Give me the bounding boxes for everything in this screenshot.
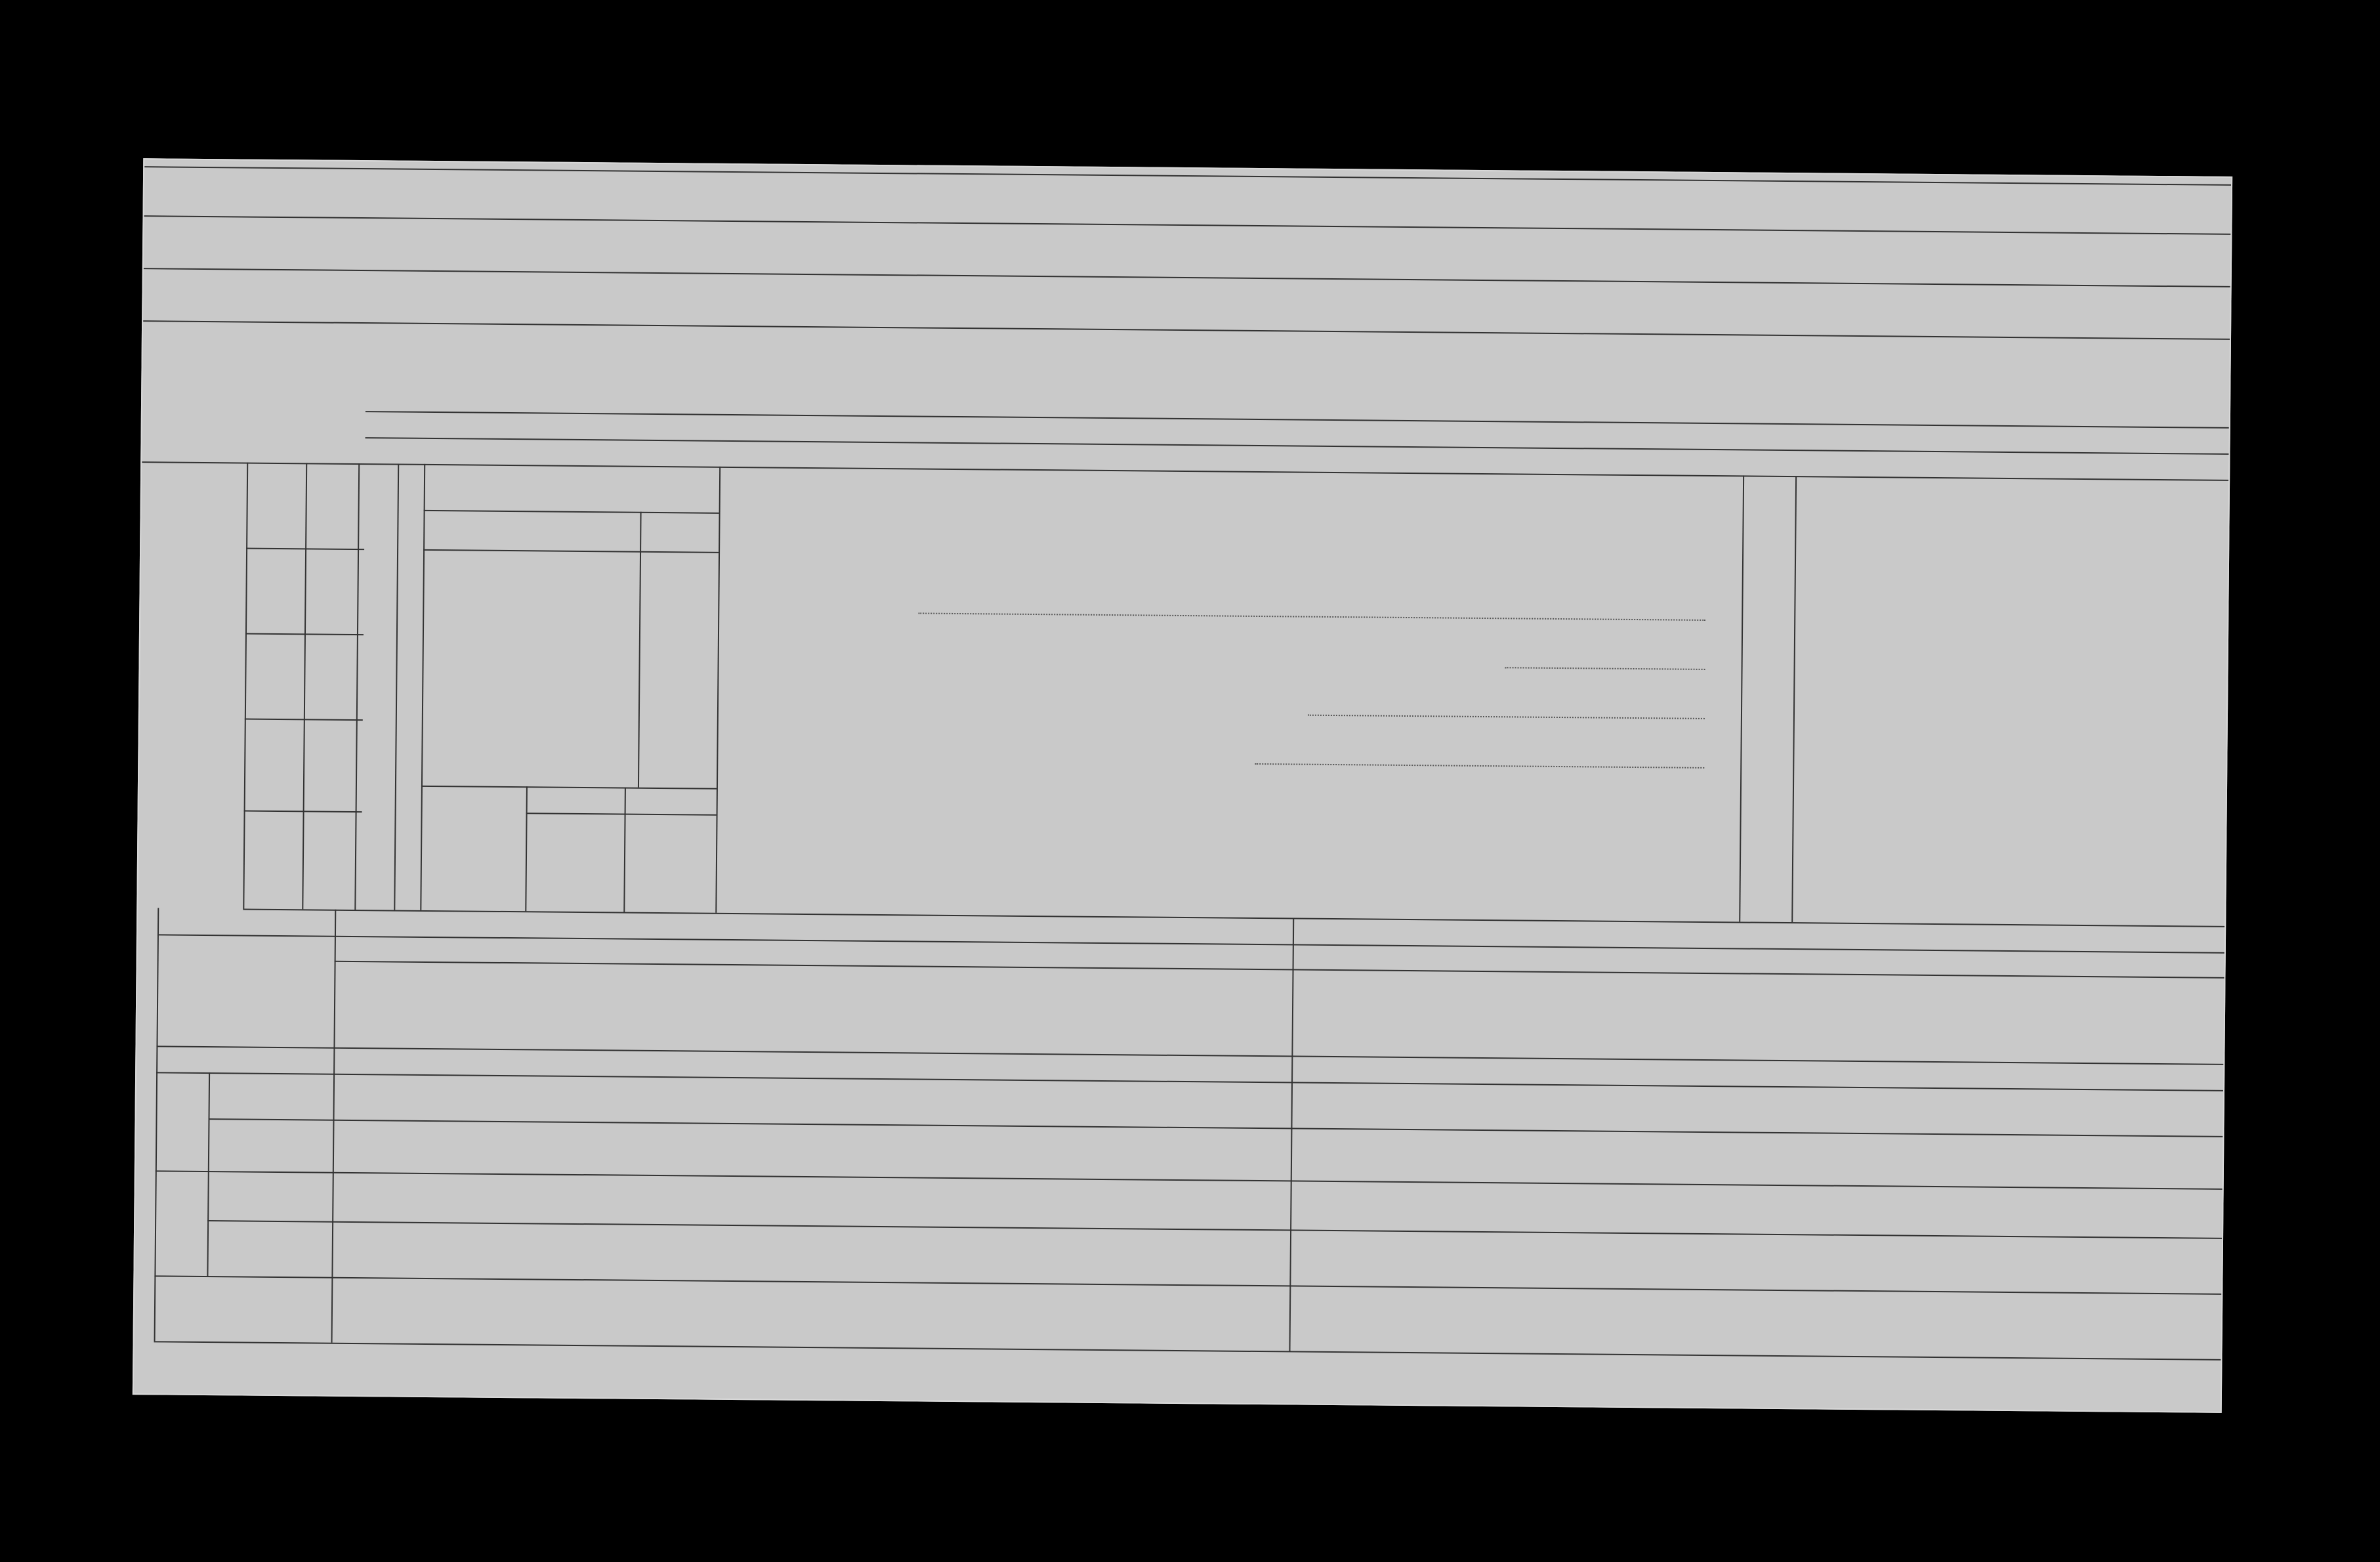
rule xyxy=(156,1045,2223,1065)
rule xyxy=(154,1275,2221,1294)
rule xyxy=(143,320,2230,340)
rule xyxy=(243,909,2224,927)
rule xyxy=(423,549,719,553)
rule xyxy=(302,463,307,909)
rule xyxy=(394,464,399,910)
rule xyxy=(715,467,720,913)
census-card xyxy=(133,158,2232,1413)
fill-line[interactable] xyxy=(1505,667,1705,670)
rule xyxy=(156,1072,2223,1091)
rule xyxy=(424,510,719,514)
rule xyxy=(144,166,2231,186)
rule xyxy=(142,461,2228,481)
fill-line[interactable] xyxy=(918,612,1705,620)
rule xyxy=(209,1118,2223,1137)
rule xyxy=(421,786,717,790)
rule xyxy=(144,268,2230,287)
rule xyxy=(365,437,2229,455)
rule xyxy=(154,1341,2221,1360)
rule xyxy=(1791,476,1797,922)
rule xyxy=(207,1072,210,1276)
rule xyxy=(365,411,2229,429)
rule xyxy=(1739,475,1744,921)
rule xyxy=(156,1170,2223,1189)
rule xyxy=(525,786,528,911)
rule xyxy=(243,463,248,909)
rule xyxy=(207,1220,2222,1239)
fill-line[interactable] xyxy=(1308,715,1705,719)
rule xyxy=(335,961,2224,979)
rule xyxy=(623,788,626,912)
rule xyxy=(420,464,425,910)
rule xyxy=(144,215,2231,235)
rule xyxy=(354,463,360,910)
rule xyxy=(526,813,717,816)
fill-line[interactable] xyxy=(1255,763,1704,769)
rule xyxy=(638,512,642,788)
rule xyxy=(157,934,2224,953)
